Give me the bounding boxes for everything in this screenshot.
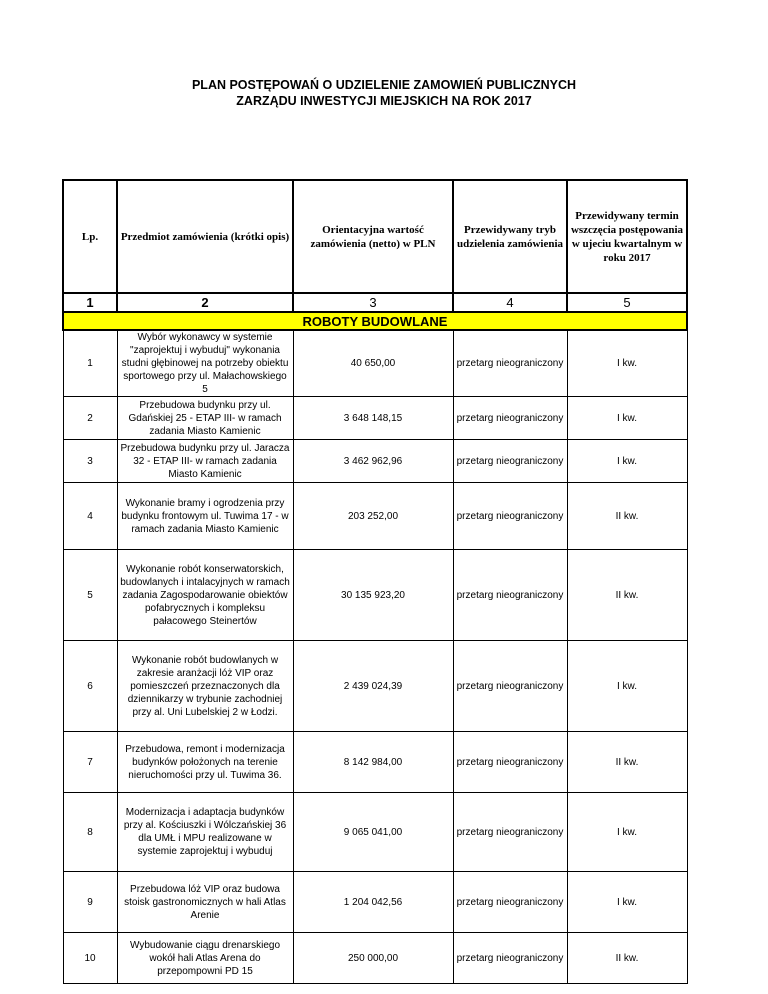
row-lp: 3 [63,440,117,483]
row-mode: przetarg nieograniczony [453,641,567,732]
table-row [63,440,687,483]
row-value: 1 204 042,56 [293,872,453,933]
row-value: 203 252,00 [293,483,453,550]
row-term: I kw. [567,440,687,483]
row-value: 8 142 984,00 [293,732,453,793]
row-subject: Modernizacja i adaptacja budynków przy al. Kościuszki i Wólczańskiej 36 dla UMŁ i MPU realizowane w systemie zaprojektuj i wybuduj [117,793,293,872]
row-term: I kw. [567,793,687,872]
table-row [63,330,687,397]
section-title: ROBOTY BUDOWLANE [63,312,687,330]
row-mode: przetarg nieograniczony [453,550,567,641]
table-row [63,793,687,872]
header-row [63,180,687,293]
row-subject: Przebudowa budynku przy ul. Gdańskiej 25 - ETAP III- w ramach zadania Miasto Kamienic [117,397,293,440]
table-row [63,872,687,933]
row-lp: 8 [63,793,117,872]
row-mode: przetarg nieograniczony [453,330,567,397]
row-lp: 5 [63,550,117,641]
row-subject: Przebudowa, remont i modernizacja budynków położonych na terenie nieruchomości przy ul. Tuwima 36. [117,732,293,793]
table-row [63,483,687,550]
row-mode: przetarg nieograniczony [453,440,567,483]
row-mode: przetarg nieograniczony [453,793,567,872]
table-row [63,732,687,793]
header-lp: Lp. [63,180,117,293]
row-lp: 9 [63,872,117,933]
col-number-1: 1 [63,293,117,312]
col-number-4: 4 [453,293,567,312]
row-term: II kw. [567,933,687,984]
row-lp: 6 [63,641,117,732]
row-term: II kw. [567,732,687,793]
row-value: 30 135 923,20 [293,550,453,641]
row-subject: Przebudowa budynku przy ul. Jaracza 32 - ETAP III- w ramach zadania Miasto Kamienic [117,440,293,483]
row-subject: Wybudowanie ciągu drenarskiego wokół hali Atlas Arena do przepompowni PD 15 [117,933,293,984]
row-term: I kw. [567,330,687,397]
row-mode: przetarg nieograniczony [453,872,567,933]
row-subject: Wykonanie robót budowlanych w zakresie aranżacji lóż VIP oraz pomieszczeń przeznaczonych dla dziennikarzy w trybunie zachodniej przy al. Uni Lubelskiej 2 w Łodzi. [117,641,293,732]
row-lp: 7 [63,732,117,793]
row-subject: Wybór wykonawcy w systemie "zaprojektuj i wybuduj" wykonania studni głębinowej na potrzeby obiektu sportowego przy ul. Małachowskiego 5 [117,330,293,397]
table-row [63,397,687,440]
col-number-2: 2 [117,293,293,312]
row-lp: 2 [63,397,117,440]
row-term: I kw. [567,397,687,440]
row-mode: przetarg nieograniczony [453,933,567,984]
document-title [0,77,768,109]
table-row [63,550,687,641]
row-term: I kw. [567,872,687,933]
section-row [63,312,687,330]
row-term: I kw. [567,641,687,732]
title-line-2: ZARZĄDU INWESTYCJI MIEJSKICH NA ROK 2017 [236,94,532,108]
row-term: II kw. [567,550,687,641]
col-number-5: 5 [567,293,687,312]
col-number-3: 3 [293,293,453,312]
table-row [63,933,687,984]
row-lp: 10 [63,933,117,984]
row-subject: Wykonanie bramy i ogrodzenia przy budynku frontowym ul. Tuwima 17 - w ramach zadania Miasto Kamienic [117,483,293,550]
table-row [63,641,687,732]
header-value: Orientacyjna wartość zamówienia (netto) w PLN [293,180,453,293]
header-subject: Przedmiot zamówienia (krótki opis) [117,180,293,293]
row-lp: 1 [63,330,117,397]
row-value: 3 648 148,15 [293,397,453,440]
column-number-row [63,293,687,312]
row-mode: przetarg nieograniczony [453,732,567,793]
header-mode: Przewidywany tryb udzielenia zamówienia [453,180,567,293]
row-value: 3 462 962,96 [293,440,453,483]
row-lp: 4 [63,483,117,550]
row-value: 9 065 041,00 [293,793,453,872]
title-line-1: PLAN POSTĘPOWAŃ O UDZIELENIE ZAMOWIEŃ PUBLICZNYCH [191,78,577,92]
row-subject: Wykonanie robót konserwatorskich, budowlanych i intalacyjnych w ramach zadania Zagospodarowanie obiektów pofabrycznych i kompleksu pałacowego Steinertów [117,550,293,641]
row-value: 2 439 024,39 [293,641,453,732]
header-term: Przewidywany termin wszczęcia postępowania w ujeciu kwartalnym w roku 2017 [567,180,687,293]
row-mode: przetarg nieograniczony [453,397,567,440]
row-value: 40 650,00 [293,330,453,397]
row-mode: przetarg nieograniczony [453,483,567,550]
row-value: 250 000,00 [293,933,453,984]
row-subject: Przebudowa lóż VIP oraz budowa stoisk gastronomicznych w hali Atlas Arenie [117,872,293,933]
procurement-plan-table [62,179,688,984]
row-term: II kw. [567,483,687,550]
